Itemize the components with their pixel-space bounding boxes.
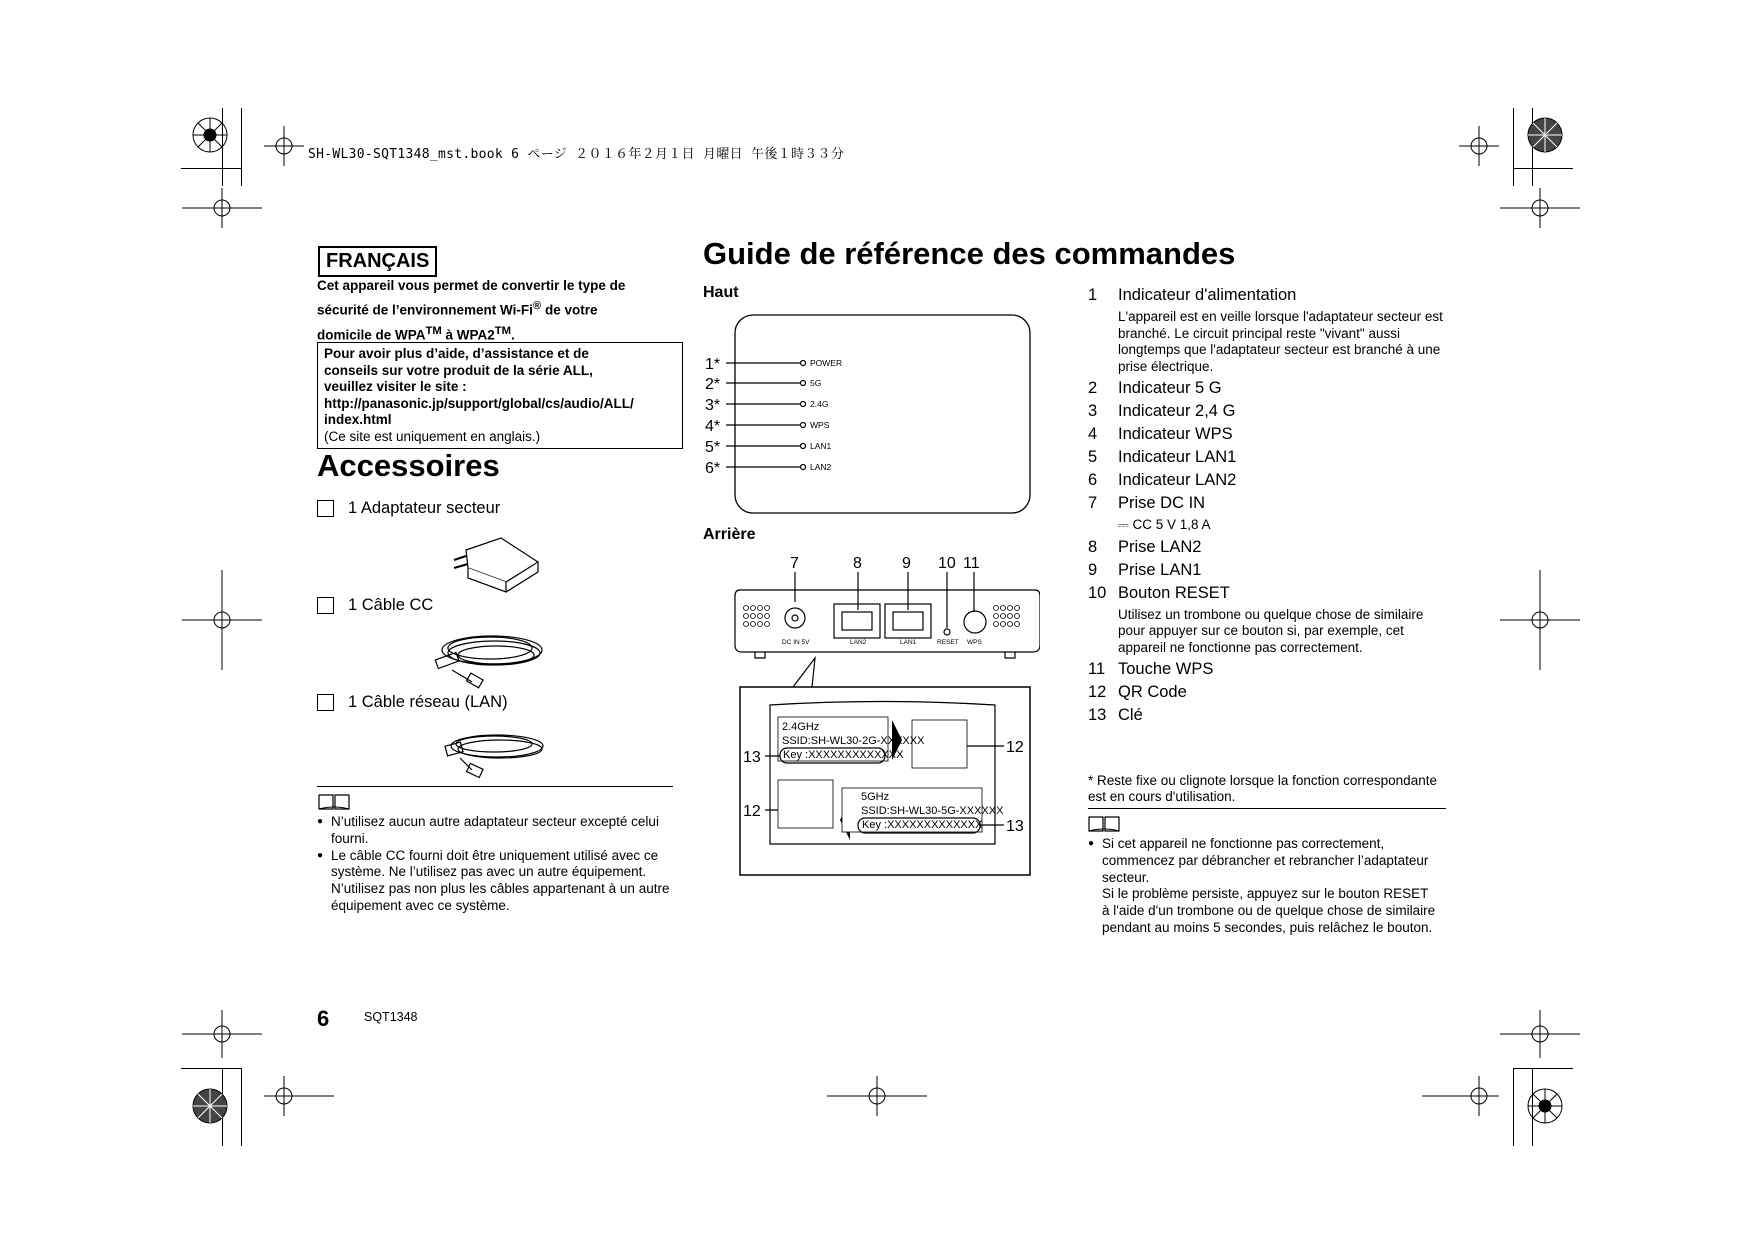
ssid-label: SSID:SH-WL30-5G-XXXXXX — [861, 805, 1004, 817]
list-item: 9 Prise LAN1 — [1088, 560, 1202, 579]
crosshair-icon — [1459, 126, 1499, 166]
callout-label: 1* — [705, 356, 721, 373]
band-label: 2.4GHz — [782, 721, 820, 733]
list-item: 7 Prise DC IN — [1088, 494, 1206, 512]
port-label: LAN1 — [900, 639, 917, 646]
list-item: 8 Prise LAN2 — [1088, 537, 1202, 556]
ssid-label: SSID:SH-WL30-2G-XXXXXX — [782, 735, 925, 747]
accessories-title: Accessoires — [317, 448, 500, 483]
top-view-label: Haut — [703, 284, 739, 301]
sunburst-icon — [193, 118, 227, 152]
dc-cable-illustration — [432, 620, 557, 690]
checkbox[interactable] — [317, 500, 334, 517]
parts-list: 1 Indicateur d'alimentation L'appareil est en veille lorsque l'adaptateur secteur est branché. Le circuit principal reste "vivant" aussi longtemps que l'adaptateur secteur est branché à une prise électrique. 2 Indicateur 5 G 3 Indicateur 2,4 G 4 Indicateur WPS 5 Indicateur LAN1 6 Indicateur LAN2 7 Prise DC IN ⎓ CC 5 V 1,8 A 8 Prise LAN2 9 Prise LAN1 10 Bouton RESET Utilisez un trombone ou quelque chose de similaire pour appuyer sur ce bouton si, par exemple, cet appareil ne fonctionne pas correctement. 11 Touche WPS 12 QR Code 13 Clé — [1088, 286, 1448, 729]
print-header: SH-WL30-SQT1348_mst.book 6 ページ ２０１６年２月１日 月曜日 午後１時３３分 — [308, 147, 845, 162]
led-label: POWER — [810, 358, 843, 368]
support-url[interactable]: http://panasonic.jp/support/global/cs/audio/ALL/ — [324, 395, 634, 411]
port-label: LAN2 — [850, 639, 867, 646]
doc-code: SQT1348 — [364, 1010, 418, 1024]
callout-label: 11 — [963, 555, 980, 572]
list-item: 3 Indicateur 2,4 G — [1088, 402, 1236, 420]
list-item: 6 Indicateur LAN2 — [1088, 471, 1237, 489]
callout-label: 3* — [705, 397, 721, 414]
intro-text: Cet appareil vous permet de convertir le type de sécurité de l’environnement Wi-Fi® de votre domicile de WPA™ à WPA2™. — [317, 278, 626, 342]
accessory-item: 1 Câble réseau (LAN) — [317, 693, 508, 712]
crosshair-icon — [264, 1076, 334, 1116]
checkbox[interactable] — [317, 694, 334, 711]
crosshair-icon — [1500, 188, 1580, 228]
led-label: 2.4G — [810, 399, 829, 409]
port-label: WPS — [967, 639, 982, 646]
book-icon — [318, 793, 350, 810]
accessory-item: 1 Adaptateur secteur — [317, 499, 500, 518]
callout-label: 10 — [938, 555, 956, 572]
language-label: FRANÇAIS — [318, 246, 437, 277]
support-box: Pour avoir plus d’aide, d’assistance et de conseils sur votre produit de la série ALL, veuillez visiter le site : http://panasonic.jp/support/global/cs/audio/ALL/ index.html (Ce site est uniquement en anglais.) — [317, 342, 683, 449]
list-item: 12 QR Code — [1088, 683, 1187, 701]
list-item: ● Si cet appareil ne fonctionne pas correctement, commencez par débrancher et rebrancher l’adaptateur secteur. Si le problème persiste, appuyez sur le bouton RESET à l'aide d'un trombone ou de quelque chose de similaire pendant au moins 5 secondes, puis relâchez le bouton. — [1088, 836, 1438, 937]
led-label: LAN2 — [810, 462, 832, 472]
list-item: 11 Touche WPS — [1088, 660, 1214, 678]
band-label: 5GHz — [861, 791, 890, 803]
checkbox[interactable] — [317, 597, 334, 614]
page-number: 6 — [317, 1006, 330, 1031]
crosshair-icon — [1500, 1010, 1580, 1058]
ac-adapter-illustration — [446, 530, 546, 595]
callout-label: 12 — [743, 803, 761, 820]
list-item: 5 Indicateur LAN1 — [1088, 448, 1237, 466]
callout-label: 7 — [790, 555, 799, 572]
sunburst-icon — [1528, 118, 1562, 152]
callout-label: 13 — [743, 749, 761, 766]
led-label: LAN1 — [810, 441, 832, 451]
accessory-item: 1 Câble CC — [317, 596, 433, 615]
lan-cable-illustration — [442, 722, 552, 780]
crosshair-icon — [182, 570, 262, 670]
list-item: 4 Indicateur WPS — [1088, 425, 1233, 443]
footnote: * Reste fixe ou clignote lorsque la fonction correspondante est en cours d'utilisation. — [1088, 773, 1437, 804]
callout-label: 13 — [1006, 818, 1024, 835]
list-item: 13 Clé — [1088, 706, 1143, 724]
list-item: 1 Indicateur d'alimentation — [1088, 286, 1297, 304]
divider — [1088, 808, 1446, 809]
callout-label: 8 — [853, 555, 862, 572]
led-label: 5G — [810, 378, 822, 388]
led-label: WPS — [810, 420, 830, 430]
list-item: 10 Bouton RESET — [1088, 583, 1230, 602]
callout-label: 4* — [705, 418, 721, 435]
crosshair-icon — [1422, 1076, 1499, 1116]
rear-view-label: Arrière — [703, 526, 756, 543]
list-item: ● Le câble CC fourni doit être uniquement utilisé avec ce système. Ne l’utilisez pas avec un autre équipement. N’utilisez pas non plus les câbles appartenant à un autre équipement avec ce système. — [317, 848, 673, 915]
key-label: Key :XXXXXXXXXXXXX — [783, 749, 904, 761]
book-icon — [1088, 815, 1120, 832]
left-notes — [317, 814, 673, 915]
callout-label: 2* — [705, 376, 721, 393]
callout-label: 12 — [1006, 739, 1024, 756]
callout-label: 9 — [902, 555, 911, 572]
sunburst-icon — [193, 1089, 227, 1123]
callout-label: 6* — [705, 460, 721, 477]
crosshair-icon — [182, 1010, 262, 1058]
crosshair-icon — [264, 126, 304, 166]
right-notes — [1088, 836, 1438, 937]
crosshair-icon — [182, 188, 262, 228]
list-item: ● N’utilisez aucun autre adaptateur secteur excepté celui fourni. — [317, 814, 673, 848]
divider — [317, 786, 673, 787]
port-label: RESET — [937, 639, 959, 646]
page-title: Guide de référence des commandes — [703, 236, 1236, 271]
key-label: Key :XXXXXXXXXXXXX — [862, 819, 983, 831]
callout-label: 5* — [705, 439, 721, 456]
list-item: 2 Indicateur 5 G — [1088, 379, 1222, 397]
port-label: DC IN 5V — [782, 639, 810, 646]
crosshair-icon — [1500, 570, 1580, 670]
top-view-diagram — [700, 310, 1040, 520]
crosshair-icon — [827, 1076, 927, 1116]
rear-view-diagram — [730, 550, 1040, 880]
sunburst-icon — [1528, 1089, 1562, 1123]
